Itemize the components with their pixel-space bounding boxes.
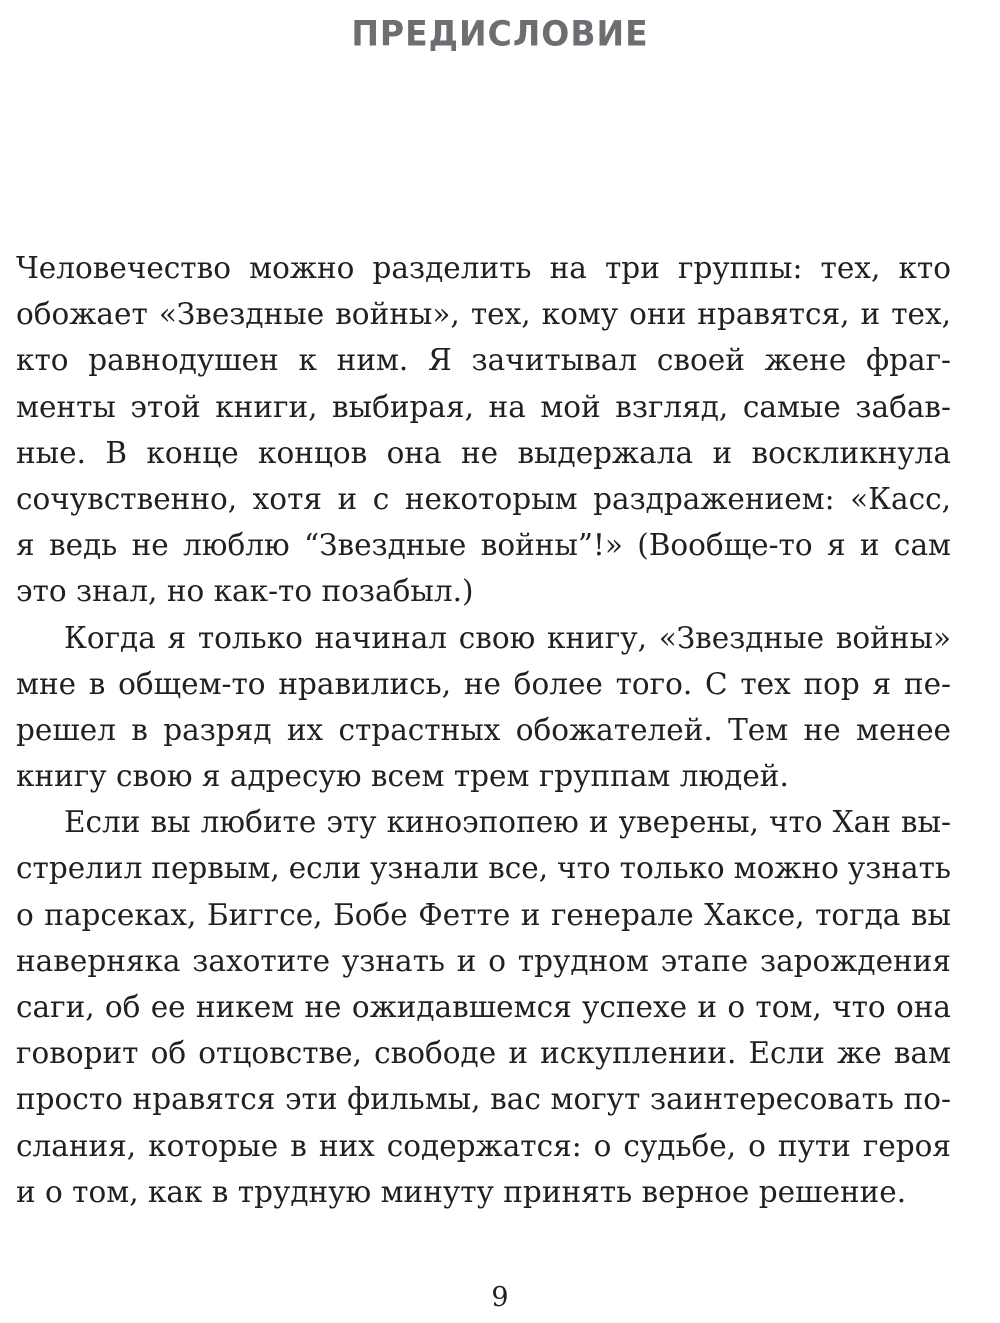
text-line: говорит об отцовстве, свободе и искуплении. Если же вам: [16, 1036, 951, 1071]
body-text: [16, 245, 951, 1215]
text-line: и о том, как в трудную минуту принять верное решение.: [16, 1174, 907, 1209]
text-line: это знал, но как-то позабыл.): [16, 574, 474, 609]
text-line: книгу свою я адресую всем трем группам людей.: [16, 759, 789, 794]
chapter-title: ПРЕДИСЛОВИЕ: [351, 13, 649, 54]
text-line: наверняка захотите узнать и о трудном этапе зарождения: [16, 943, 951, 978]
text-line: Человечество можно разделить на три группы: тех, кто: [16, 251, 951, 285]
text-line: менты этой книги, выбирая, на мой взгляд, самые забав-: [16, 389, 951, 424]
text-line: просто нравятся эти фильмы, вас могут заинтересовать по-: [16, 1082, 951, 1117]
text-line: мне в общем-то нравились, не более того. С тех пор я пе-: [16, 666, 951, 701]
text-line: кто равнодушен к ним. Я зачитывал своей жене фраг-: [16, 343, 951, 378]
text-line: ные. В конце концов она не выдержала и воскликнула: [16, 435, 951, 470]
text-line: слания, которые в них содержатся: о судьбе, о пути героя: [16, 1128, 951, 1163]
text-line: о парсеках, Биггсе, Бобе Фетте и генерале Хаксе, тогда вы: [16, 897, 951, 932]
page-number: 9: [491, 1282, 509, 1313]
text-line: стрелил первым, если узнали все, что только можно узнать: [16, 851, 951, 886]
text-line: я ведь не люблю “Звездные войны”!» (Вообще-то я и сам: [16, 528, 951, 563]
text-line: решел в разряд их страстных обожателей. Тем не менее: [16, 712, 951, 747]
text-line: саги, об ее никем не ожидавшемся успехе и о том, что она: [16, 990, 951, 1024]
text-line: обожает «Звездные войны», тех, кому они нравятся, и тех,: [16, 297, 951, 332]
text-line: сочувственно, хотя и с некоторым раздражением: «Касс,: [16, 481, 951, 516]
text-line: Если вы любите эту киноэпопею и уверены, что Хан вы-: [64, 805, 951, 840]
text-line: Когда я только начинал свою книгу, «Звездные войны»: [64, 620, 951, 655]
